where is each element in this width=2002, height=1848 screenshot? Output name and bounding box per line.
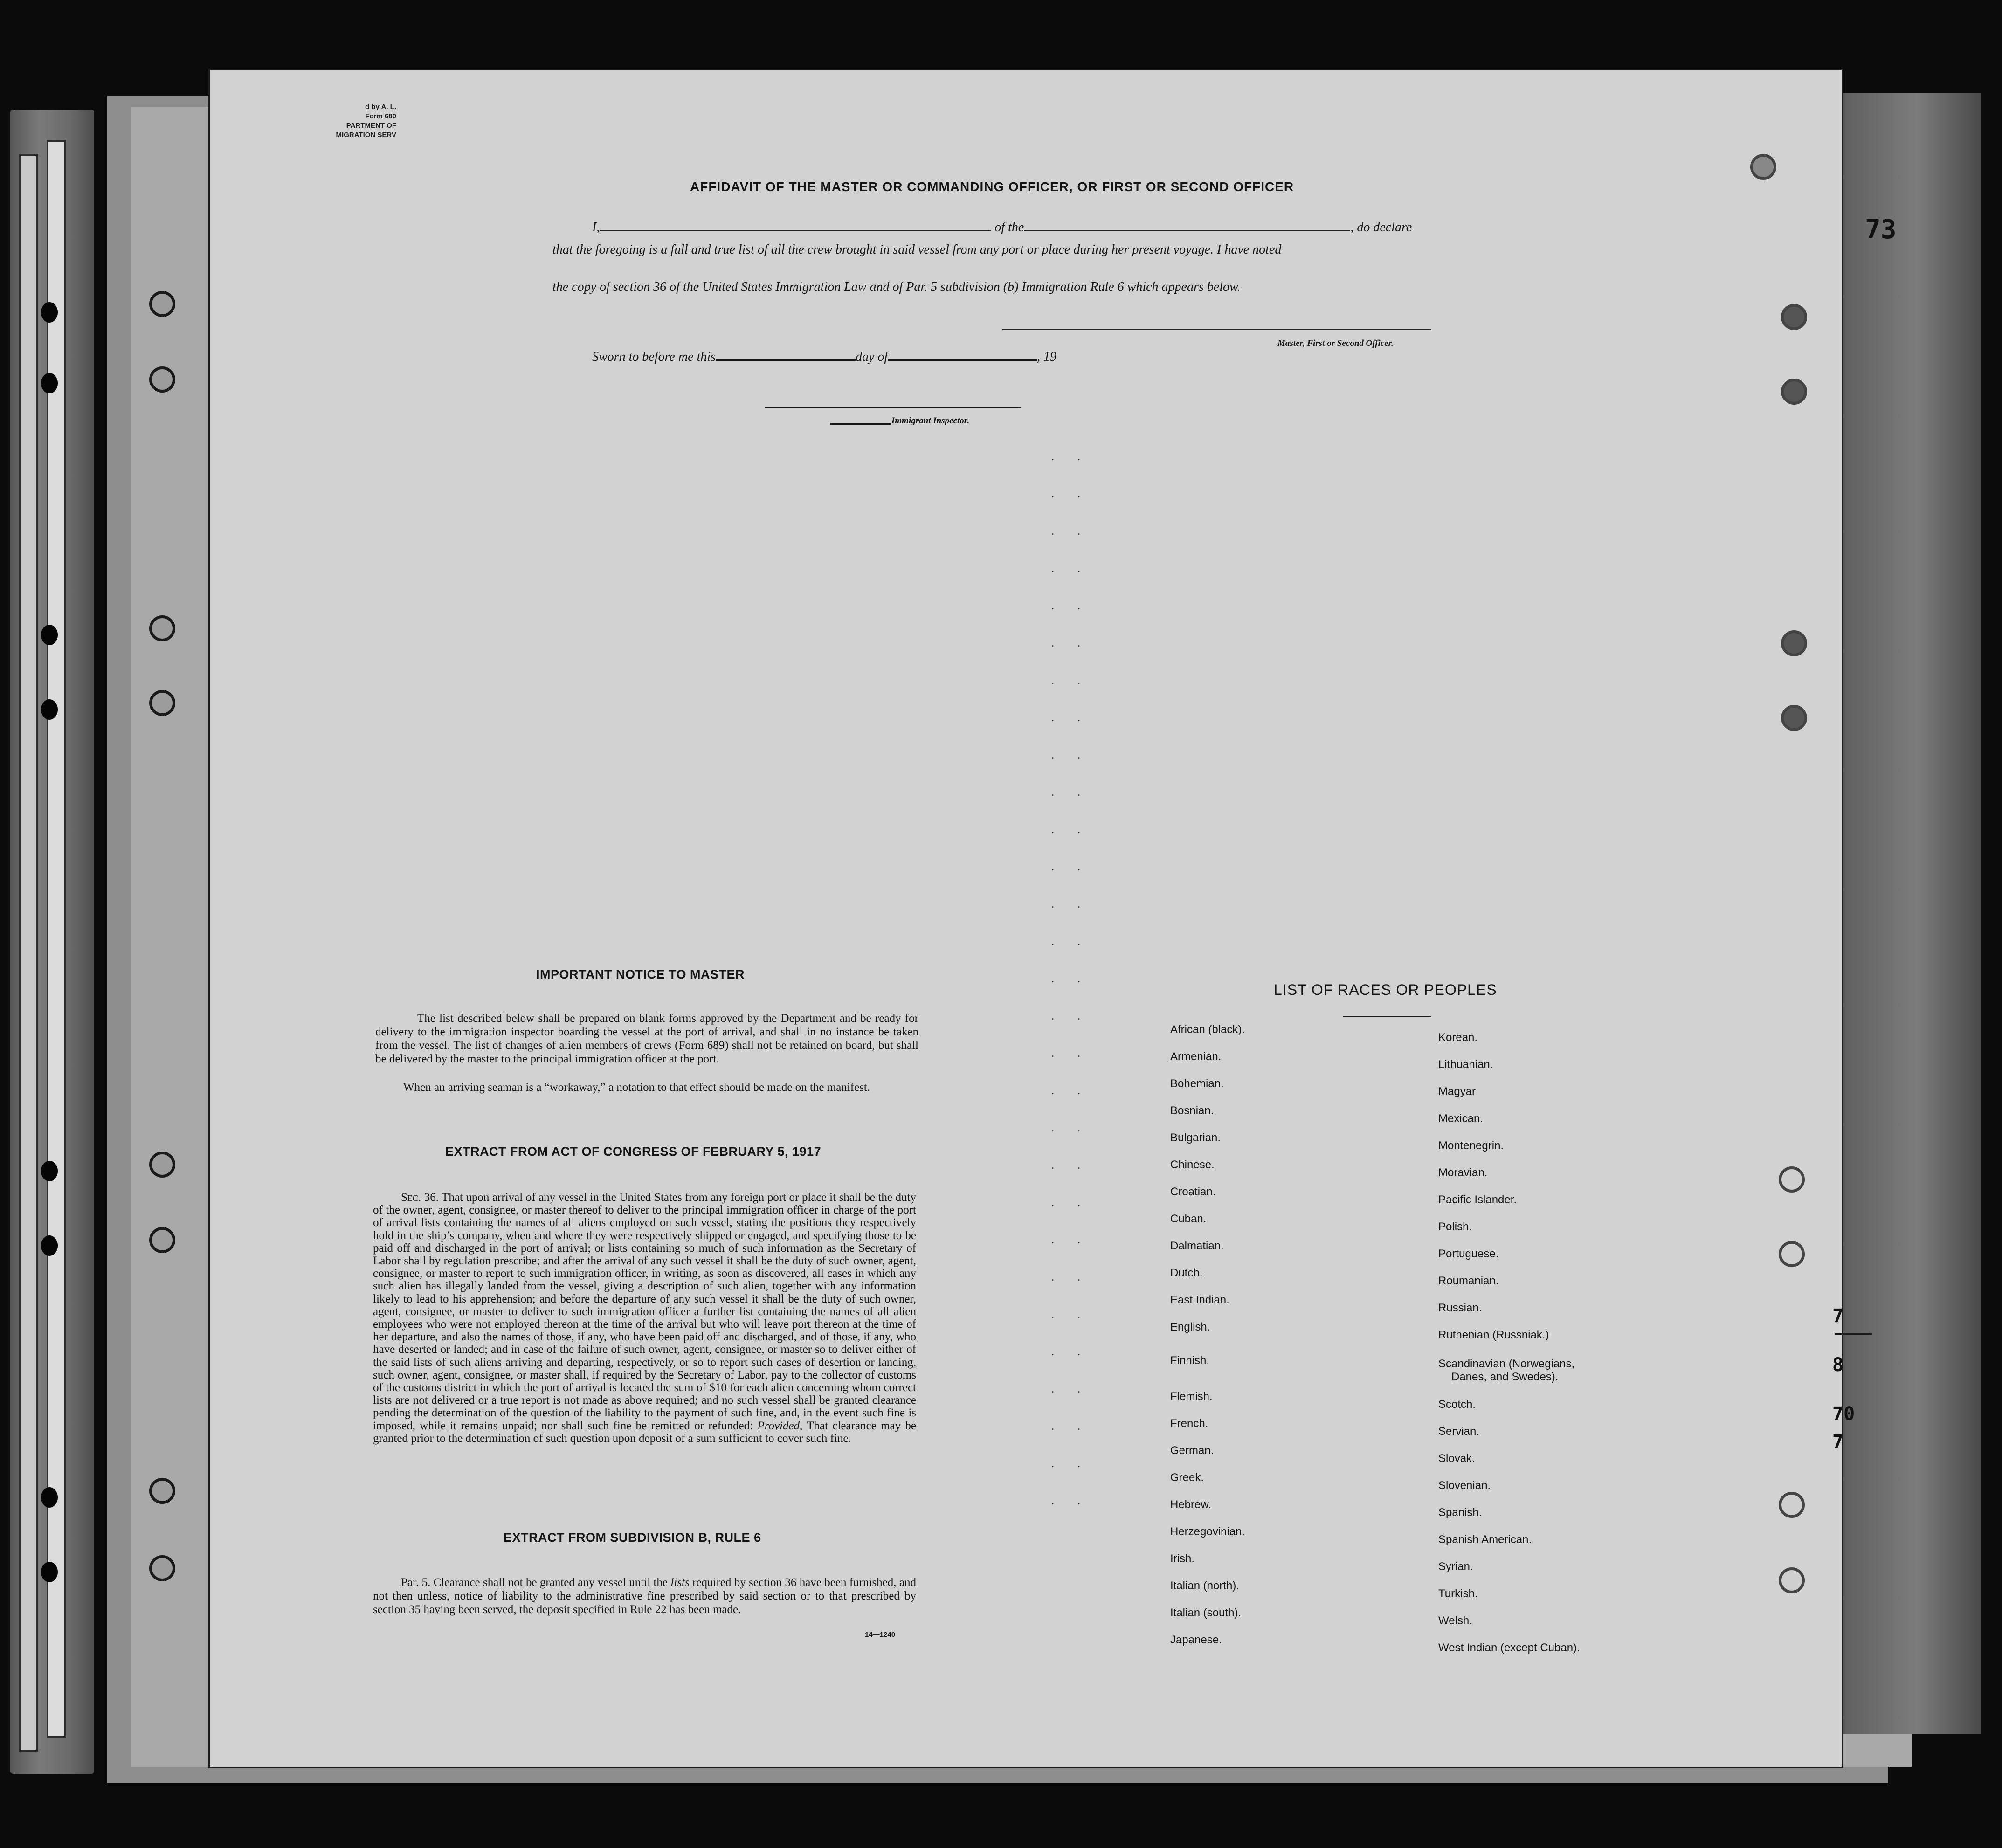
notice-heading: IMPORTANT NOTICE TO MASTER [536, 967, 745, 981]
punch-hole [41, 1161, 58, 1181]
punch-hole [41, 373, 58, 393]
race-item: English. [1170, 1321, 1210, 1333]
race-item: Spanish American. [1438, 1533, 1532, 1546]
race-item: Montenegrin. [1438, 1139, 1504, 1152]
ring-hole [1781, 630, 1807, 656]
sworn-line [592, 350, 1056, 365]
edge-note: 8 [1832, 1354, 1844, 1376]
race-item: Slovak. [1438, 1452, 1475, 1465]
edge-note: 7 [1832, 1305, 1844, 1327]
race-item: Cuban. [1170, 1213, 1207, 1225]
races-heading: LIST OF RACES OR PEOPLES [1274, 981, 1497, 998]
ring-hole [1779, 1241, 1805, 1267]
race-item: Welsh. [1438, 1614, 1472, 1627]
race-item: Japanese. [1170, 1634, 1222, 1646]
page-number: 73 [1865, 214, 1897, 245]
rule-text-a: Par. 5. Clearance shall not be granted any vessel until the [401, 1576, 668, 1589]
race-item: Roumanian. [1438, 1275, 1499, 1287]
master-label: Master, First or Second Officer. [1277, 338, 1394, 348]
inspector-signature-line[interactable] [765, 407, 1021, 408]
ring-hole [149, 1478, 175, 1504]
provided-word: Provided, [757, 1419, 803, 1432]
act-heading: EXTRACT FROM ACT OF CONGRESS OF FEBRUARY 5, 1917 [445, 1145, 822, 1158]
race-item: Portuguese. [1438, 1248, 1499, 1260]
race-item: Danes, and Swedes). [1451, 1371, 1559, 1383]
inspector-label: Immigrant Inspector. [891, 416, 969, 426]
race-item: Polish. [1438, 1221, 1472, 1233]
race-item: Moravian. [1438, 1166, 1488, 1179]
ring-hole [1779, 1492, 1805, 1518]
ring-hole [149, 1152, 175, 1178]
i-prefix: I, [592, 220, 600, 234]
race-item: Russian. [1438, 1302, 1482, 1314]
notice-paragraph-2: When an arriving seaman is a “workaway,” a notation to that effect should be made on the manifest. [403, 1081, 870, 1094]
name-blank[interactable] [600, 230, 991, 231]
ring-hole [149, 690, 175, 716]
punch-hole [41, 302, 58, 323]
race-item: East Indian. [1170, 1294, 1229, 1306]
race-item: Scandinavian (Norwegians, [1438, 1358, 1575, 1370]
race-item: Korean. [1438, 1031, 1478, 1044]
punch-hole [41, 625, 58, 645]
race-item: Dalmatian. [1170, 1240, 1224, 1252]
inspector-dash [830, 423, 891, 425]
race-item: Herzegovinian. [1170, 1525, 1245, 1538]
ring-hole [149, 366, 175, 393]
month-blank[interactable] [888, 359, 1037, 361]
stamp-line: d by A. L. [365, 103, 396, 111]
ring-hole [1750, 154, 1776, 180]
race-item: Greek. [1170, 1471, 1204, 1484]
ring-hole [1781, 379, 1807, 405]
race-item: Scotch. [1438, 1398, 1476, 1411]
day-of-label: day of [855, 350, 888, 364]
affidavit-line-1 [592, 220, 1412, 235]
race-item: Servian. [1438, 1425, 1480, 1438]
dot-markers: . . . . . . . . . . . . . . . . . . . . . . . . . . . . . [1051, 451, 1064, 1507]
race-item: Croatian. [1170, 1186, 1216, 1198]
rule-body [373, 1576, 916, 1616]
race-item: Spanish. [1438, 1506, 1482, 1519]
race-item: Bohemian. [1170, 1077, 1224, 1090]
race-item: Flemish. [1170, 1390, 1213, 1403]
binder-strip [19, 154, 38, 1752]
race-item: Pacific Islander. [1438, 1193, 1517, 1206]
race-item: Chinese. [1170, 1158, 1215, 1171]
race-item: Mexican. [1438, 1112, 1484, 1125]
race-item: Turkish. [1438, 1587, 1478, 1600]
affidavit-title: AFFIDAVIT OF THE MASTER OR COMMANDING OFFICER, OR FIRST OR SECOND OFFICER [690, 179, 1294, 194]
punch-hole [41, 1562, 58, 1582]
race-item: Magyar [1438, 1085, 1476, 1098]
heading-rule [1343, 1016, 1431, 1017]
punch-hole [41, 1487, 58, 1508]
race-item: Bosnian. [1170, 1104, 1214, 1117]
vessel-blank[interactable] [1024, 230, 1350, 231]
race-item: Hebrew. [1170, 1498, 1212, 1511]
race-item: Syrian. [1438, 1560, 1473, 1573]
race-item: Irish. [1170, 1552, 1195, 1565]
ring-hole [1779, 1166, 1805, 1193]
manifest-page [210, 70, 1842, 1767]
race-item: Bulgarian. [1170, 1131, 1221, 1144]
edge-note: 7 [1832, 1431, 1844, 1453]
ring-hole [149, 1555, 175, 1581]
race-item: Finnish. [1170, 1354, 1210, 1367]
section-label: Sec. 36. [401, 1191, 439, 1204]
affidavit-line-2: that the foregoing is a full and true list of all the crew brought in said vessel from any port or place during her present voyage. I have noted [552, 242, 1282, 257]
race-item: Slovenian. [1438, 1479, 1491, 1492]
race-item: Dutch. [1170, 1267, 1203, 1279]
rule-heading: EXTRACT FROM SUBDIVISION B, RULE 6 [504, 1531, 761, 1545]
stamp-line: PARTMENT OF [346, 122, 396, 130]
form-code: 14—1240 [865, 1631, 896, 1639]
of-the-label: of the [994, 220, 1024, 234]
rule-text-b: required by section 36 have been furnished, and not then unless, notice of liability to the administrative fine prescribed by said section or to that prescribed by section 35 having been served, the deposit specified in Rule 22 has been made. [373, 1576, 917, 1616]
punch-hole [41, 699, 58, 720]
ring-hole [149, 291, 175, 317]
race-item: French. [1170, 1417, 1208, 1430]
edge-mark [1835, 1333, 1872, 1335]
race-item: Ruthenian (Russniak.) [1438, 1329, 1549, 1341]
act-text-end: That clearance may be granted prior to the determination of such question upon deposit of a sum sufficient to cover such fine. [373, 1419, 916, 1445]
race-item: West Indian (except Cuban). [1438, 1641, 1580, 1654]
do-declare-label: , do declare [1350, 220, 1412, 234]
ring-hole [1779, 1567, 1805, 1593]
notice-paragraph-1: The list described below shall be prepared on blank forms approved by the Department and be ready for delivery to the immigration inspector boarding the vessel at the port of arrival, and shall in no instance be taken from the vessel. The list of changes of alien members of crews (Form 689) shall not be retained on board, but shall be delivered by the master to the principal immigration officer at the port. [375, 1012, 918, 1065]
sworn-label: Sworn to before me this [592, 350, 716, 364]
ring-hole [1781, 705, 1807, 731]
form-stamp [289, 103, 396, 140]
punch-hole [41, 1235, 58, 1256]
race-item: Italian (north). [1170, 1579, 1240, 1592]
stamp-line: Form 680 [365, 112, 396, 120]
stamp-line: MIGRATION SERV [336, 131, 396, 139]
race-item: Armenian. [1170, 1050, 1222, 1063]
edge-note: 70 [1832, 1403, 1855, 1425]
right-binder-edge [1837, 93, 1981, 1734]
ring-hole [149, 1227, 175, 1253]
race-item: German. [1170, 1444, 1214, 1457]
race-item: Lithuanian. [1438, 1058, 1493, 1071]
race-item: African (black). [1170, 1023, 1245, 1036]
ring-hole [1781, 304, 1807, 330]
act-body [373, 1191, 916, 1445]
affidavit-line-3: the copy of section 36 of the United States Immigration Law and of Par. 5 subdivision (b) Immigration Rule 6 which appears below. [552, 280, 1241, 294]
race-item: Italian (south). [1170, 1607, 1242, 1619]
sworn-date-blank[interactable] [716, 359, 856, 361]
year-prefix: , 19 [1037, 350, 1057, 364]
ring-hole [149, 615, 175, 641]
act-text: That upon arrival of any vessel in the United States from any foreign port or place it shall be the duty of the owner, agent, consignee, or master thereof to deliver to the principal immigration officer in charge of the port of arrival lists containing the names of all aliens employed on such vessel, stating the positions they respectively hold in the ship’s company, when and where they were respectively shipped or engaged, and specifying those to be paid off and discharged in the port of arrival; or lists containing so much of such information as the Secretary of Labor shall by regulation prescribe; and after the arrival of any such vessel it shall be the duty of such owner, agent, consignee, or master to report to such immigration officer, in writing, as soon as discovered, all cases in which any such alien has illegally landed from the vessel, giving a description of such alien, together with any information likely to lead to his apprehension; and before the departure of any such vessel it shall be the duty of such owner, agent, consignee, or master to deliver to such immigration officer a further list containing the names of all alien employees who were not employed thereon at the time of the arrival but who will leave port thereon at the time of her departure, and also the names of those, if any, who have been paid off and discharged, and of those, if any, who have deserted or landed; and in case of the failure of such owner, agent, consignee, or master so to deliver either of the said lists of such aliens arriving and departing, respectively, or so to report such cases of desertion or landing, such owner, agent, consignee, or master shall, if required by the Secretary of Labor, pay to the collector of customs of the customs district in which the port of arrival is located the sum of $10 for each alien concerning whom correct lists are not delivered or a true report is not made as above required; and no such vessel shall be granted clearance pending the determination of the question of the liability to the payment of such fine, and, in the event such fine is imposed, while it remains unpaid; nor shall such fine be remitted or refunded: [373, 1191, 916, 1432]
master-signature-line[interactable] [1002, 329, 1431, 330]
lists-word: lists [670, 1576, 690, 1589]
